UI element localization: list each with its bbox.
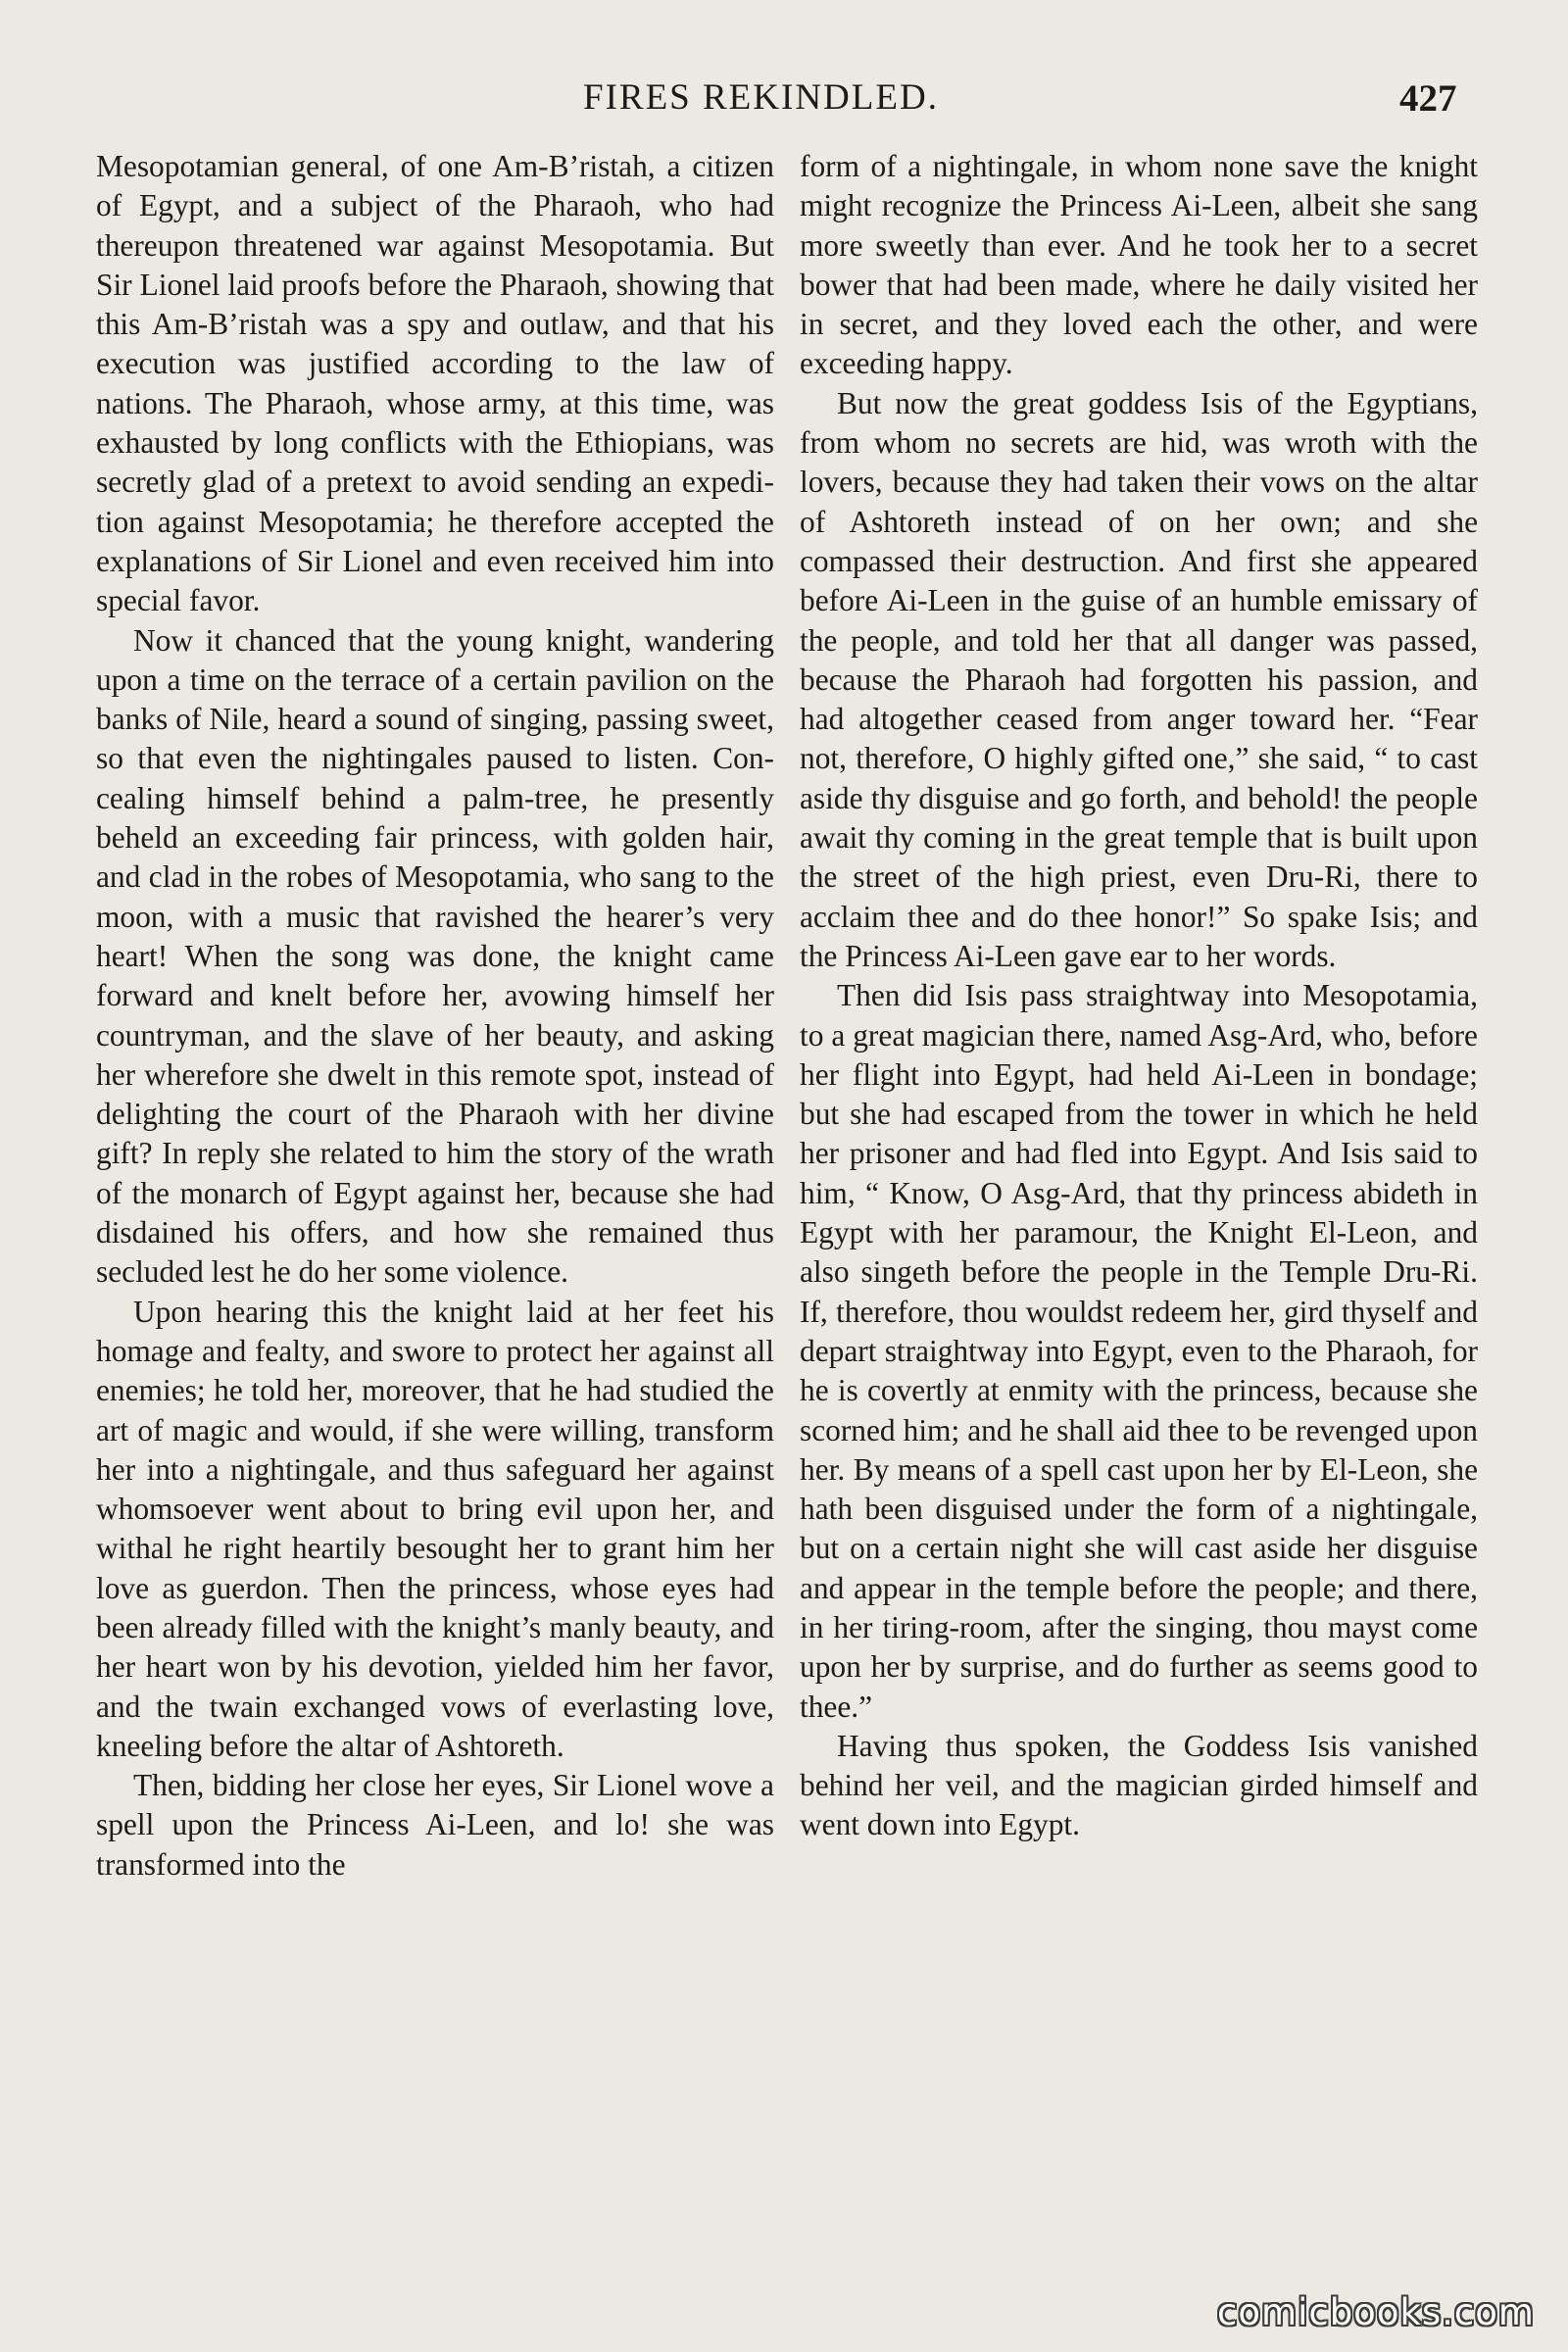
site-watermark: comicbooks.com	[1217, 2290, 1535, 2333]
paragraph: Mesopotamian general, of one Am-B’ristah, a citizen of Egypt, and a subject of the Pharaoh, who had thereupon threatened war against Mesopotamia. But Sir Lionel laid proofs before the Pharaoh, showing that this Am-B’ristah was a spy and outlaw, and that his execution was justified according to the law of nations. The Pharaoh, whose army, at this time, was exhausted by long conflicts with the Ethiopians, was secretly glad of a pretext to avoid sending an expedition against Mesopotamia; he therefore accepted the explanations of Sir Lionel and even received him into special favor.	[96, 149, 774, 618]
page-number: 427	[1399, 77, 1457, 120]
running-header	[0, 76, 1568, 125]
right-column	[800, 147, 1478, 1845]
paragraph: But now the great goddess Isis of the Egyptians, from whom no secrets are hid, was wroth with the lovers, because they had taken their vows on the altar of Ashtoreth instead of on her own; and she compassed their destruction. And first she appeared before Ai-Leen in the guise of an humble emissary of the people, and told her that all danger was passed, because the Pharaoh had forgotten his passion, and had altogether ceased from anger toward her. “Fear not, therefore, O highly gifted one,” she said, “ to cast aside thy disguise and go forth, and behold! the people await thy coming in the great temple that is built upon the street of the high priest, even Dru-Ri, there to acclaim thee and do thee honor!” So spake Isis; and the Princess Ai-Leen gave ear to her words.	[800, 385, 1478, 973]
paragraph: Having thus spoken, the Goddess Isis vanished behind her veil, and the magician girded himself and went down into Egypt.	[800, 1728, 1478, 1842]
running-title: FIRES REKINDLED.	[583, 77, 939, 118]
paragraph: Then, bidding her close her eyes, Sir Lionel wove a spell upon the Princess Ai-Leen, and lo! she was transformed into the	[96, 1768, 774, 1882]
paragraph: Now it chanced that the young knight, wandering upon a time on the terrace of a certain pavilion on the banks of Nile, heard a sound of singing, passing sweet, so that even the nightingales paused to listen. Concealing himself behind a palm-tree, he presently beheld an exceeding fair princess, with golden hair, and clad in the robes of Mesopotamia, who sang to the moon, with a music that ravished the hearer’s very heart! When the song was done, the knight came forward and knelt before her, avowing himself her countryman, and the slave of her beauty, and asking her wherefore she dwelt in this remote spot, instead of delighting the court of the Pharaoh with her divine gift? In reply she related to him the story of the wrath of the monarch of Egypt against her, because she had disdained his offers, and how she remained thus secluded lest he do her some violence.	[96, 622, 774, 1290]
paragraph: Upon hearing this the knight laid at her feet his homage and fealty, and swore to protect her against all enemies; he told her, moreover, that he had studied the art of magic and would, if she were willing, transform her into a nightingale, and thus safeguard her against whomsoever went about to bring evil upon her, and withal he right heartily besought her to grant him her love as guerdon. Then the princess, whose eyes had been already filled with the knight’s manly beauty, and her heart won by his devotion, yielded him her favor, and the twain exchanged vows of everlasting love, kneeling before the altar of Ashtoreth.	[96, 1294, 774, 1763]
paragraph: Then did Isis pass straightway into Mesopotamia, to a great magician there, named Asg-Ard, who, before her flight into Egypt, had held Ai-Leen in bondage; but she had escaped from the tower in which he held her prisoner and had fled into Egypt. And Isis said to him, “ Know, O Asg-Ard, that thy princess abideth in Egypt with her paramour, the Knight El-Leon, and also singeth before the people in the Temple Dru-Ri. If, therefore, thou wouldst redeem her, gird thyself and depart straightway into Egypt, even to the Pharaoh, for he is covertly at enmity with the princess, because she scorned him; and he shall aid thee to be revenged upon her. By means of a spell cast upon her by El-Leon, she hath been disguised under the form of a nightingale, but on a certain night she will cast aside her disguise and appear in the temple before the people; and there, in her tiring-room, after the singing, thou mayst come upon her by surprise, and do further as seems good to thee.”	[800, 978, 1478, 1724]
left-column	[96, 147, 774, 1885]
paragraph: form of a nightingale, in whom none save the knight might recognize the Princess Ai-Leen, albeit she sang more sweetly than ever. And he took her to a secret bower that had been made, where he daily visited her in secret, and they loved each the other, and were exceeding happy.	[800, 149, 1478, 381]
